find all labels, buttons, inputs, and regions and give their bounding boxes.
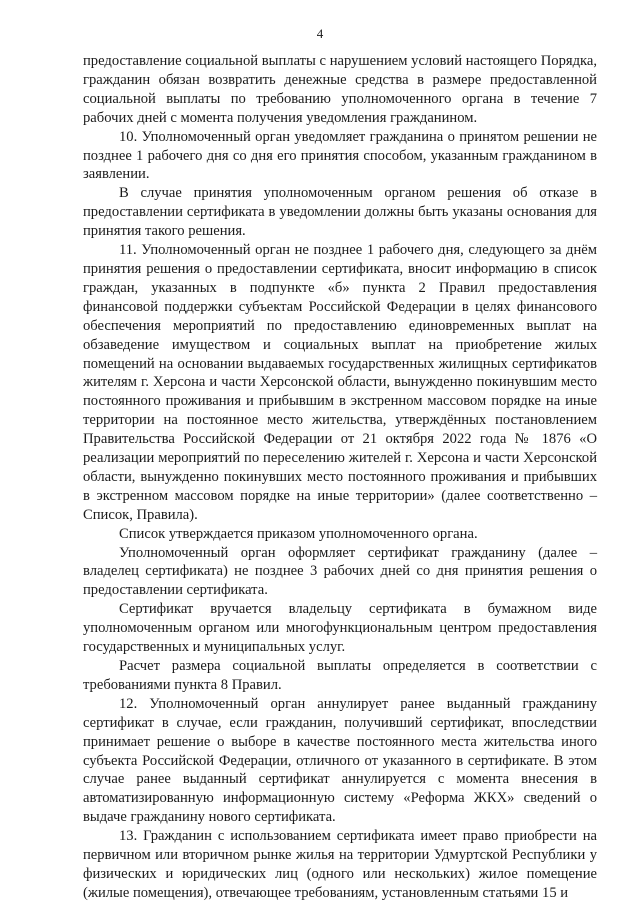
page-number: 4 [316,26,324,41]
paragraph-certificate-delivery: Сертификат вручается владельцу сертификата в бумажном виде уполномоченным органом или многофункциональным центром предоставления государственных и муниципальных услуг. [83,601,597,656]
paragraph-continuation: предоставление социальной выплаты с нарушением условий настоящего Порядка, гражданин обязан возвратить денежные средства в размере предоставленной социальной выплаты по требованию уполномоченного органа в течение 7 рабочих дней с момента получения уведомления гражданином. [83,53,597,126]
paragraph-item-12: 12. Уполномоченный орган аннулирует ранее выданный гражданину сертификат в случае, если гражданин, получивший сертификат, впоследствии принимает решение о выборе в качестве постоянного места жительства иного субъекта Российской Федерации, отличного от указанного в сертификате. В этом случае ранее выданный сертификат аннулируется с момента внесения в автоматизированную информационную систему «Реформа ЖКХ» сведений о выдаче гражданину нового сертификата. [83,695,597,826]
paragraph-certificate-issuance: Уполномоченный орган оформляет сертификат гражданину (далее – владелец сертификата) не позднее 3 рабочих дней со дня принятия решения о предоставлении сертификата. [83,544,597,599]
paragraph-refusal-grounds: В случае принятия уполномоченным органом решения об отказе в предоставлении сертификата в уведомлении должны быть указаны основания для принятия такого решения. [83,185,597,240]
paragraph-list-approval: Список утверждается приказом уполномоченного органа. [119,525,478,542]
document-body [83,52,597,903]
paragraph-payment-calculation: Расчет размера социальной выплаты определяется в соответствии с требованиями пункта 8 Правил. [83,658,597,693]
paragraph-item-10: 10. Уполномоченный орган уведомляет гражданина о принятом решении не позднее 1 рабочего дня со дня его принятия способом, указанным гражданином в заявлении. [83,128,597,183]
paragraph-item-11: 11. Уполномоченный орган не позднее 1 рабочего дня, следующего за днём принятия решения о предоставлении сертификата, вносит информацию в список граждан, указанных в подпункте «б» пункта 2 Правил предоставления финансовой поддержки субъектам Российской Федерации в целях финансового обеспечения мероприятий по предоставлению единовременных выплат на обзаведение имуществом и социальных выплат на приобретение жилых помещений на основании выдаваемых государственных жилищных сертификатов жителям г. Херсона и части Херсонской области, вынужденно покинувшим место постоянного проживания и прибывшим в экстренном массовом порядке на иные территории на постоянное место жительства, утверждённых постановлением Правительства Российской Федерации от 21 октября 2022 года № 1876 «О реализации мероприятий по переселению жителей г. Херсона и части Херсонской области, вынужденно покинувших место постоянного проживания и прибывших в экстренном массовом порядке на иные территории» (далее соответственно – Список, Правила). [83,242,597,523]
paragraph-item-13: 13. Гражданин с использованием сертификата имеет право приобрести на первичном или вторичном рынке жилья на территории Удмуртской Республики у физических и юридических лиц (одного или нескольких) жилое помещение (жилые помещения), отвечающее требованиям, установленным статьями 15 и [83,828,597,901]
